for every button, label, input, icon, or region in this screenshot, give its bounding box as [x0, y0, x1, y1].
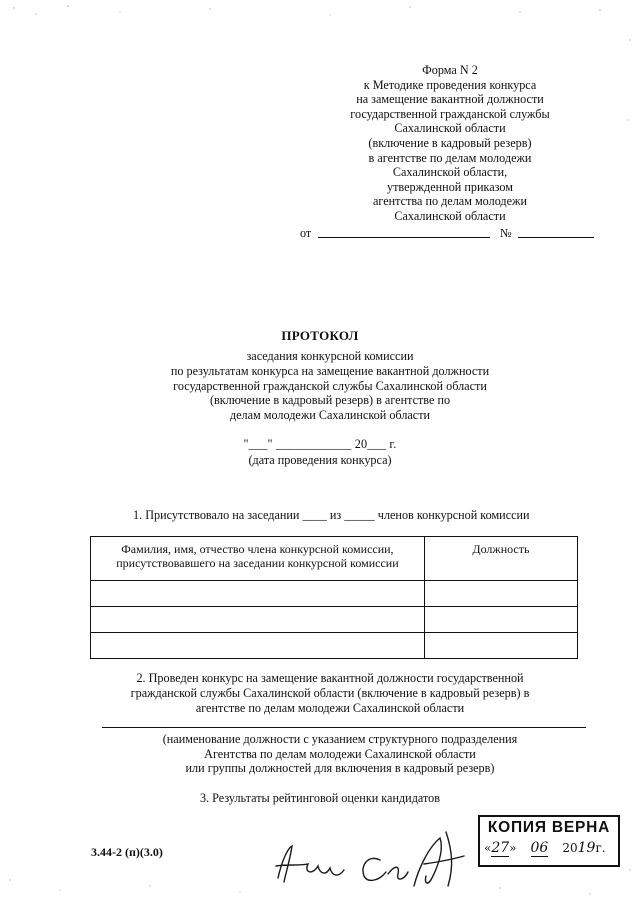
contest-date-caption: (дата проведения конкурса): [248, 453, 392, 467]
paragraph-line: гражданской службы Сахалинской области (включение в кадровый резерв) в: [130, 686, 530, 700]
header-line: Сахалинской области: [394, 121, 506, 136]
copy-certified-stamp: [478, 815, 620, 867]
attendance-paragraph: 1. Присутствовало на заседании ____ из _____ членов конкурсной комиссии: [133, 508, 530, 522]
subtitle-line: делам молодежи Сахалинской области: [229, 408, 431, 423]
stamp-year-suffix: 19: [577, 840, 596, 856]
header-line: к Методике проведения конкурса: [363, 77, 537, 92]
table-cell: [424, 633, 577, 659]
stamp-year-prefix: 20: [562, 841, 578, 855]
column-header-name: Фамилия, имя, отчество члена конкурсной комиссии, присутствовавшего на заседании конкурсной комиссии: [91, 537, 425, 581]
number-label: №: [500, 226, 512, 240]
commission-members-table: [90, 536, 578, 659]
caption-line: Агентства по делам молодежи Сахалинской области: [204, 746, 476, 761]
position-caption: [130, 732, 550, 776]
stamp-date: «27» 06 2019г.: [484, 840, 606, 856]
table-header-row: [91, 537, 578, 581]
handwritten-signature: [268, 820, 478, 896]
table-row: [91, 607, 578, 633]
header-line: (включение в кадровый резерв): [368, 135, 532, 150]
header-line: в агентстве по делам молодежи: [368, 150, 532, 165]
table-row: [91, 633, 578, 659]
header-line: Сахалинской области: [394, 208, 506, 223]
column-header-position: Должность: [424, 537, 577, 581]
table-cell: [91, 581, 425, 607]
table-cell: [91, 607, 425, 633]
contest-date-row: "___" ____________ 20___ г.: [243, 437, 397, 451]
paragraph-line: агентстве по делам молодежи Сахалинской области: [195, 701, 465, 715]
stamp-year-unit: г.: [595, 841, 606, 855]
document-code: 3.44-2 (п)(3.0): [91, 845, 163, 859]
header-line: государственной гражданской службы: [350, 106, 550, 121]
header-line: на замещение вакантной должности: [356, 92, 544, 107]
caption-line: или группы должностей для включения в кадровый резерв): [185, 761, 495, 776]
paragraph-line: 2. Проведен конкурс на замещение вакантной должности государственной: [136, 671, 524, 685]
subtitle-line: по результатам конкурса на замещение вакантной должности: [170, 363, 490, 378]
number-blank: [518, 237, 594, 238]
header-line: агентства по делам молодежи: [373, 194, 527, 209]
header-line: Сахалинской области,: [392, 165, 508, 180]
position-blank-line: [102, 727, 586, 728]
table-row: [91, 581, 578, 607]
table-cell: [91, 633, 425, 659]
table-cell: [424, 607, 577, 633]
contest-paragraph: [110, 671, 550, 716]
subtitle-line: государственной гражданской службы Сахалинской области: [173, 378, 487, 393]
header-line: утвержденной приказом: [387, 179, 513, 194]
subtitle-line: (включение в кадровый резерв) в агентстве по: [209, 393, 451, 408]
stamp-title: КОПИЯ ВЕРНА: [487, 819, 611, 836]
rating-results-heading: 3. Результаты рейтинговой оценки кандидатов: [199, 791, 441, 805]
stamp-day: 27: [491, 840, 510, 856]
form-header: [340, 63, 560, 224]
document-subtitle: [150, 349, 510, 423]
document-title: ПРОТОКОЛ: [281, 328, 359, 343]
date-blank: [318, 237, 490, 238]
from-label: от: [300, 226, 312, 240]
stamp-month: 06: [530, 840, 549, 856]
table-cell: [424, 581, 577, 607]
subtitle-line: заседания конкурсной комиссии: [246, 349, 414, 363]
order-date-number-line: [300, 226, 600, 242]
caption-line: (наименование должности с указанием структурного подразделения: [162, 732, 518, 746]
header-line: Форма N 2: [422, 63, 478, 77]
